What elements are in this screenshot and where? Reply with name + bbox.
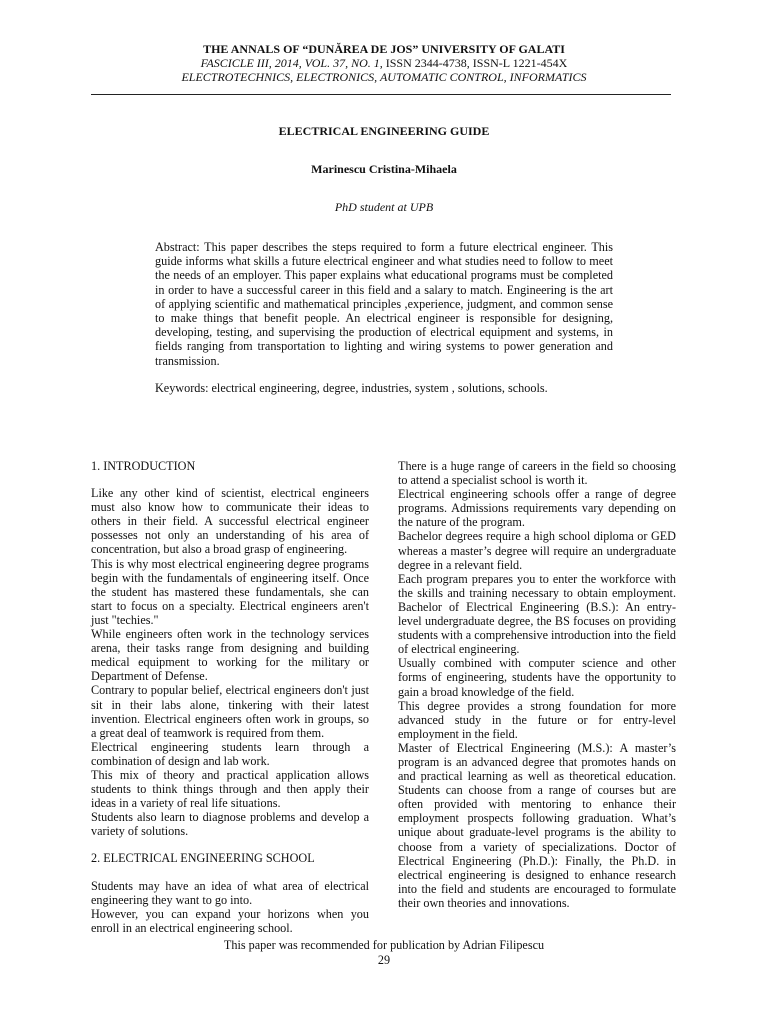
body-paragraph: However, you can expand your horizons when you enroll in an electrical engineering school. [91,906,369,935]
header-divider [91,94,671,95]
abstract: Abstract: This paper describes the steps required to form a future electrical engineer. This guide informs what skills a future electrical engineer and what studies need to follow to meet the needs of an employer. This paper explains what educational programs must be completed in order to have a successful career in this field and a salary to match. Engineering is the art of applying scientific and mathematical principles ,experience, judgment, and common sense to make things that benefit people. An electrical engineer is responsible for designing, developing, testing, and supervising the production of electrical equipment and systems, in fields ranging from transportation to lighting and wiring systems to power generation and transmission. [155,240,613,368]
body-paragraph: There is a huge range of careers in the field so choosing to attend a specialist school is worth it. [398,459,676,488]
body-paragraph: This mix of theory and practical application allows students to think things through and then apply their ideas in a variety of real life situations. [91,767,369,811]
left-column [91,459,369,935]
journal-series: ELECTROTECHNICS, ELECTRONICS, AUTOMATIC CONTROL, INFORMATICS [181,70,587,84]
body-paragraph: Usually combined with computer science and other forms of engineering, students have the opportunity to gain a broad knowledge of the field. [398,656,676,699]
journal-name: THE ANNALS OF “DUNĂREA DE JOS” UNIVERSITY OF GALATI [203,42,565,56]
issn-info: ISSN 2344-4738, ISSN-L 1221-454X [382,56,568,70]
author-name: Marinescu Cristina-Mihaela [311,162,457,176]
right-column [398,459,676,910]
recommendation-note: This paper was recommended for publication by Adrian Filipescu [223,938,545,952]
body-paragraph: Students also learn to diagnose problems and develop a variety of solutions. [91,810,369,839]
body-paragraph: This is why most electrical engineering degree programs begin with the fundamentals of engineering itself. Once the student has mastered these fundamentals, she can start to focus on a specialty. Electrical engineers aren't just "techies." [91,556,369,627]
body-paragraph: Students may have an idea of what area of electrical engineering they want to go into. [91,878,369,907]
author-affiliation: PhD student at UPB [334,200,434,214]
body-paragraph: Electrical engineering students learn through a combination of design and lab work. [91,739,369,768]
journal-header [0,42,768,84]
body-paragraph: While engineers often work in the technology services arena, their tasks range from designing and building medical equipment to working for the military or Department of Defense. [91,627,369,684]
body-paragraph: Like any other kind of scientist, electrical engineers must also know how to communicate their ideas to others in their field. A successful electrical engineer possesses not only an understanding of his area of concentration, but also a broad grasp of engineering. [91,486,369,557]
fascicle-info: FASCICLE III, 2014, VOL. 37, NO. 1, [200,56,383,70]
body-paragraph: Bachelor degrees require a high school diploma or GED whereas a master’s degree will require an undergraduate degree in a relevant field. [398,529,676,572]
journal-volume-line [0,56,768,70]
body-paragraph: Each program prepares you to enter the workforce with the skills and training necessary to obtain employment. Bachelor of Electrical Engineering (B.S.): An entry-level undergraduate degree, the BS focuses on providing students with a comprehensive introduction into the field of electrical engineering. [398,571,676,657]
section-heading-school: 2. ELECTRICAL ENGINEERING SCHOOL [91,851,315,866]
paper-title: ELECTRICAL ENGINEERING GUIDE [278,124,490,138]
body-paragraph: This degree provides a strong foundation for more advanced study in the future or for entry-level employment in the field. [398,698,676,741]
keywords: Keywords: electrical engineering, degree, industries, system , solutions, schools. [155,381,548,395]
body-paragraph: Electrical engineering schools offer a range of degree programs. Admissions requirements vary depending on the nature of the program. [398,487,676,530]
page-number: 29 [377,953,391,967]
body-paragraph: Contrary to popular belief, electrical engineers don't just sit in their labs alone, tinkering with their latest invention. Electrical engineers often work in groups, so a great deal of teamwork is required from them. [91,683,369,740]
section-heading-introduction: 1. INTRODUCTION [91,459,196,473]
body-paragraph: Master of Electrical Engineering (M.S.): A master’s program is an advanced degree that promotes hands on and practical learning as well as theoretical education. Students can choose from a range of courses but are often provided with mentoring to enhance their employment prospects following graduation. What’s unique about graduate-level programs is the ability to choose from a variety of specializations. Doctor of Electrical Engineering (Ph.D.): Finally, the Ph.D. in electrical engineering is designed to enhance research into the field and students are encouraged to formulate their own theories and innovations. [398,740,676,910]
